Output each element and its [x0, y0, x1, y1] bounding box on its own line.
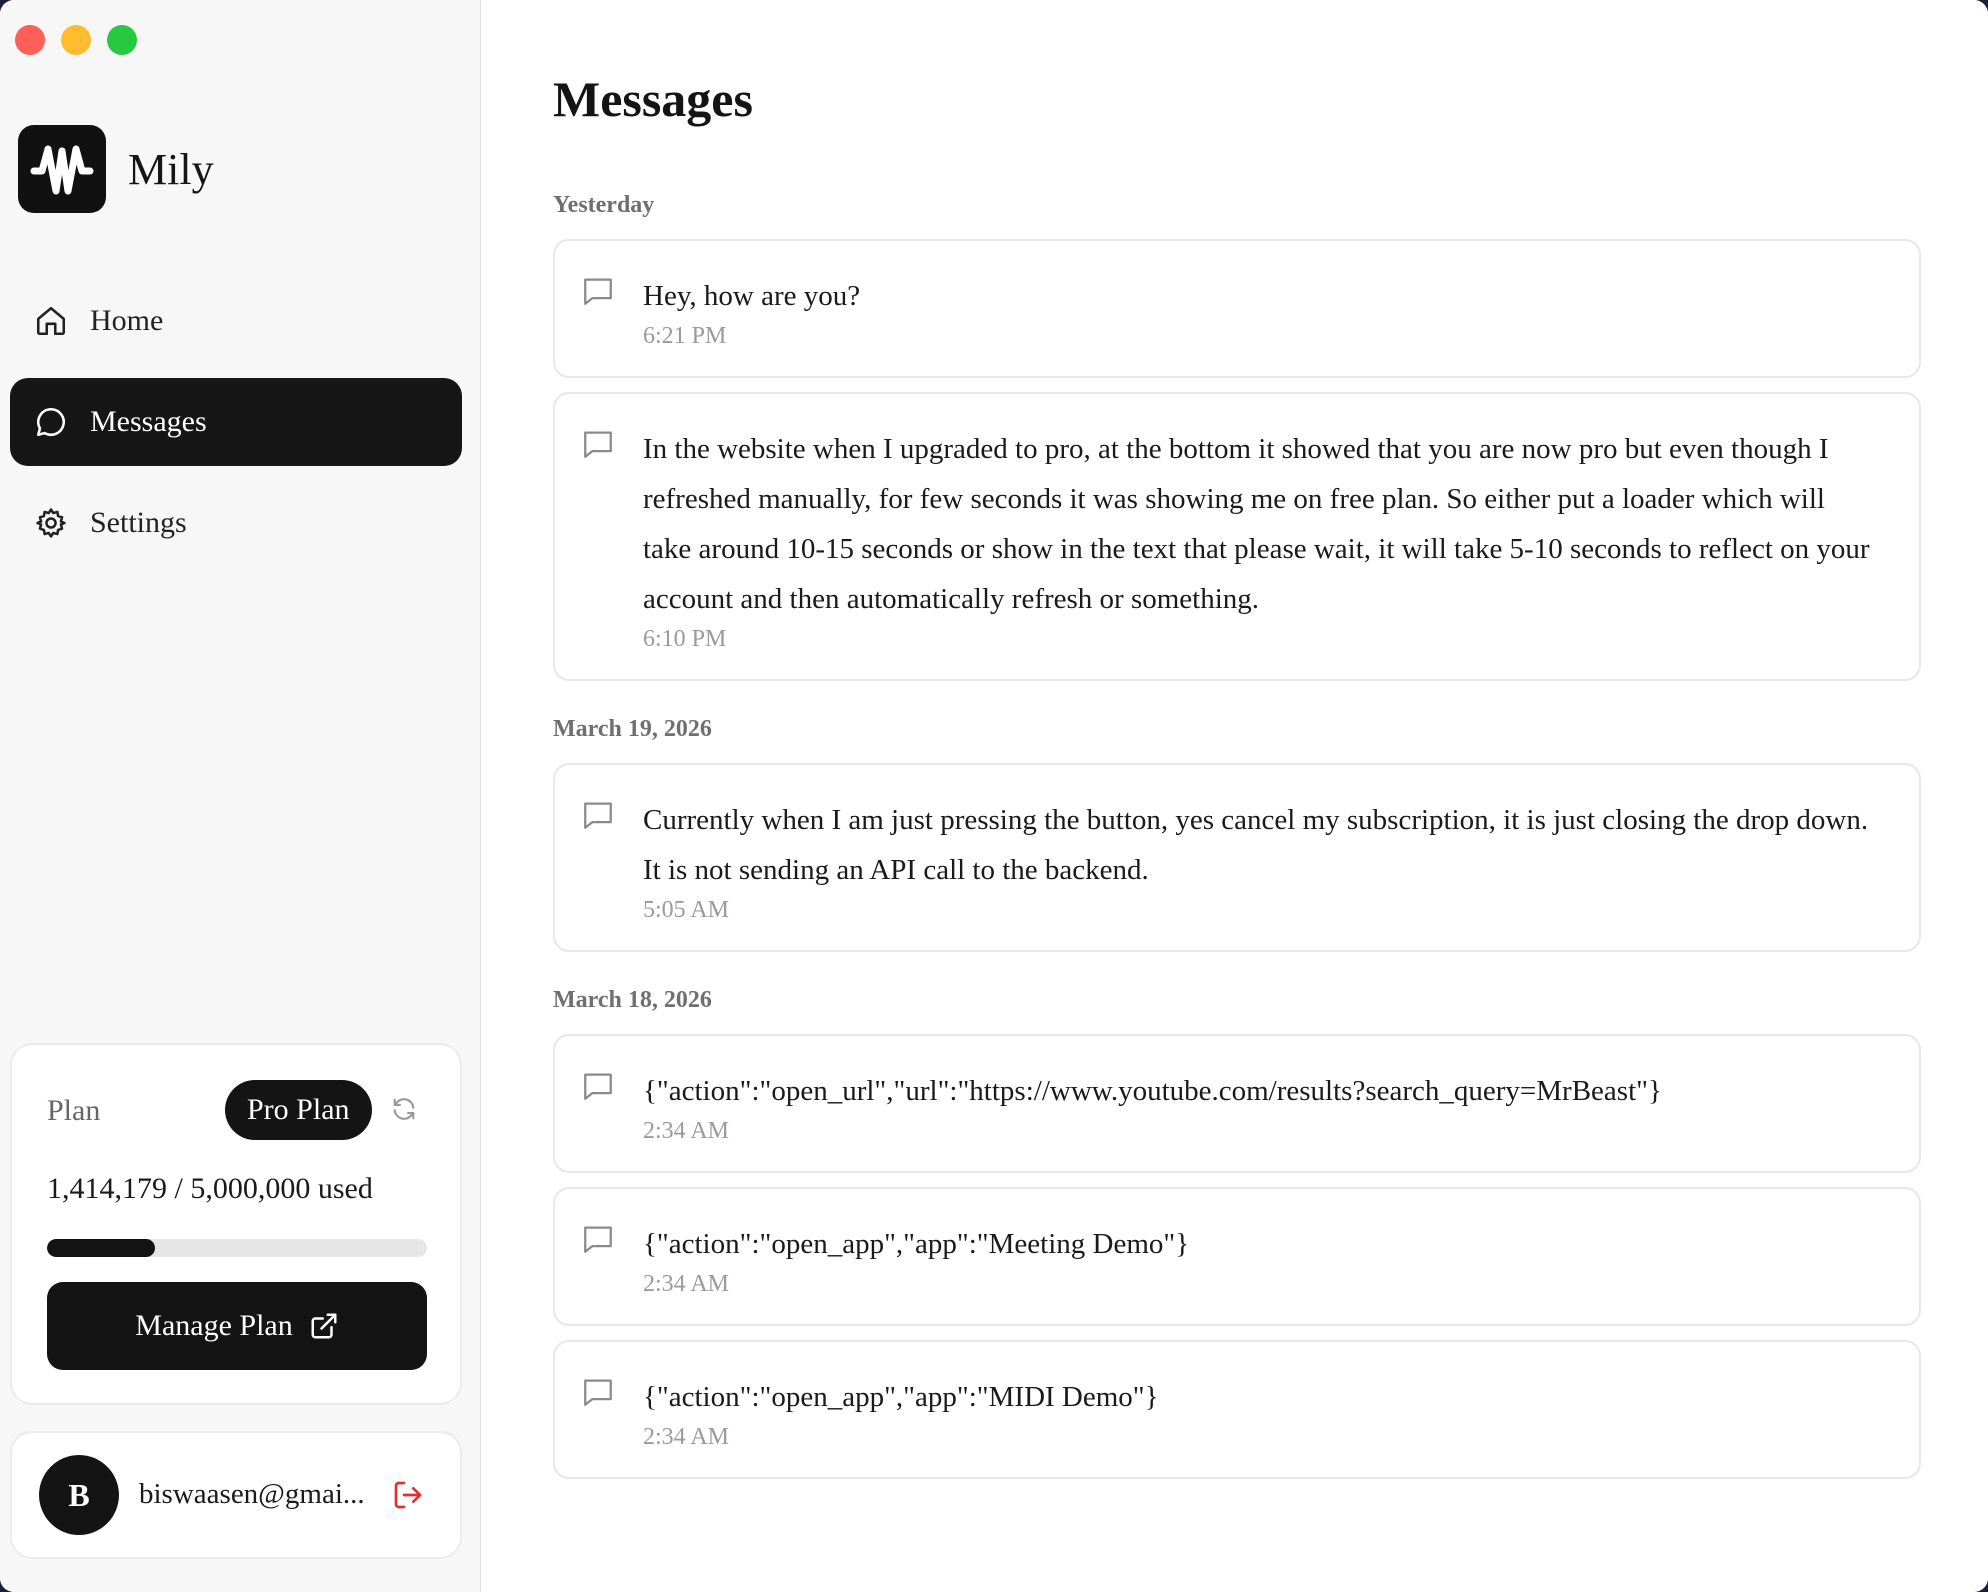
group-date-label: Yesterday: [553, 192, 655, 218]
message-group: [553, 185, 1921, 681]
gear-icon: [34, 506, 68, 540]
plan-badge: Pro Plan: [225, 1080, 372, 1140]
message-time: 2:34 AM: [643, 1271, 730, 1297]
window-controls: [15, 25, 137, 55]
waveform-logo-icon: [18, 125, 106, 213]
message-bubble-icon: [581, 1070, 615, 1107]
message-time: 6:10 PM: [643, 626, 727, 652]
brand: [18, 125, 214, 213]
message-bubble-icon: [581, 428, 615, 465]
main-content: [481, 0, 1988, 1592]
external-link-icon: [309, 1311, 339, 1341]
message-text: Currently when I am just pressing the button, yes cancel my subscription, it is just closing the drop down. It is not sending an API call to the backend.: [643, 804, 1869, 886]
sidebar-item-home[interactable]: [10, 277, 462, 365]
user-email: biswaasen@gmai...: [139, 1478, 365, 1510]
message-card[interactable]: [553, 1340, 1921, 1479]
manage-plan-label: Manage Plan: [135, 1309, 293, 1342]
message-card[interactable]: [553, 392, 1921, 681]
page-title: Messages: [553, 71, 753, 127]
message-card[interactable]: [553, 239, 1921, 378]
home-icon: [34, 304, 68, 338]
usage-progress-fill: [47, 1239, 155, 1257]
sidebar-item-settings[interactable]: [10, 479, 462, 567]
message-text: {"action":"open_app","app":"Meeting Demo"}: [643, 1228, 1190, 1260]
message-text: {"action":"open_app","app":"MIDI Demo"}: [643, 1381, 1159, 1413]
sidebar-item-label: Home: [90, 304, 164, 337]
chat-icon: [34, 405, 68, 439]
message-card[interactable]: [553, 763, 1921, 952]
message-group: [553, 709, 1921, 952]
group-date-label: March 18, 2026: [553, 987, 712, 1013]
message-card[interactable]: [553, 1034, 1921, 1173]
sidebar: [0, 0, 481, 1592]
message-time: 2:34 AM: [643, 1424, 730, 1450]
message-time: 6:21 PM: [643, 323, 727, 349]
avatar[interactable]: B: [39, 1455, 119, 1535]
sidebar-item-label: Messages: [90, 405, 207, 438]
message-text: In the website when I upgraded to pro, at the bottom it showed that you are now pro but even though I refreshed manually, for few seconds it was showing me on free plan. So either put a loader which will take around 10-15 seconds or show in the text that please wait, it will take 5-10 seconds to reflect on your account and then automatically refresh or something.: [643, 433, 1870, 615]
usage-progress-bar: [47, 1239, 427, 1257]
message-bubble-icon: [581, 275, 615, 312]
sidebar-nav: [10, 277, 462, 580]
sidebar-item-label: Settings: [90, 506, 187, 539]
sidebar-item-messages[interactable]: [10, 378, 462, 466]
manage-plan-button[interactable]: [47, 1282, 427, 1370]
user-card: [10, 1431, 462, 1559]
plan-label: Plan: [47, 1094, 101, 1127]
logout-icon[interactable]: [392, 1479, 424, 1511]
minimize-window-button[interactable]: [61, 25, 91, 55]
message-time: 2:34 AM: [643, 1118, 730, 1144]
plan-card: [10, 1043, 462, 1405]
message-bubble-icon: [581, 1223, 615, 1260]
message-time: 5:05 AM: [643, 897, 730, 923]
message-card[interactable]: [553, 1187, 1921, 1326]
message-bubble-icon: [581, 1376, 615, 1413]
message-text: {"action":"open_url","url":"https://www.youtube.com/results?search_query=MrBeast"}: [643, 1075, 1662, 1107]
plan-usage: 1,414,179 / 5,000,000 used: [47, 1172, 373, 1205]
group-date-label: March 19, 2026: [553, 716, 712, 742]
zoom-window-button[interactable]: [107, 25, 137, 55]
app-name: Mily: [128, 144, 214, 194]
message-list: [553, 185, 1921, 1479]
message-group: [553, 980, 1921, 1479]
refresh-icon[interactable]: [390, 1095, 418, 1123]
message-bubble-icon: [581, 799, 615, 836]
message-text: Hey, how are you?: [643, 280, 861, 312]
close-window-button[interactable]: [15, 25, 45, 55]
